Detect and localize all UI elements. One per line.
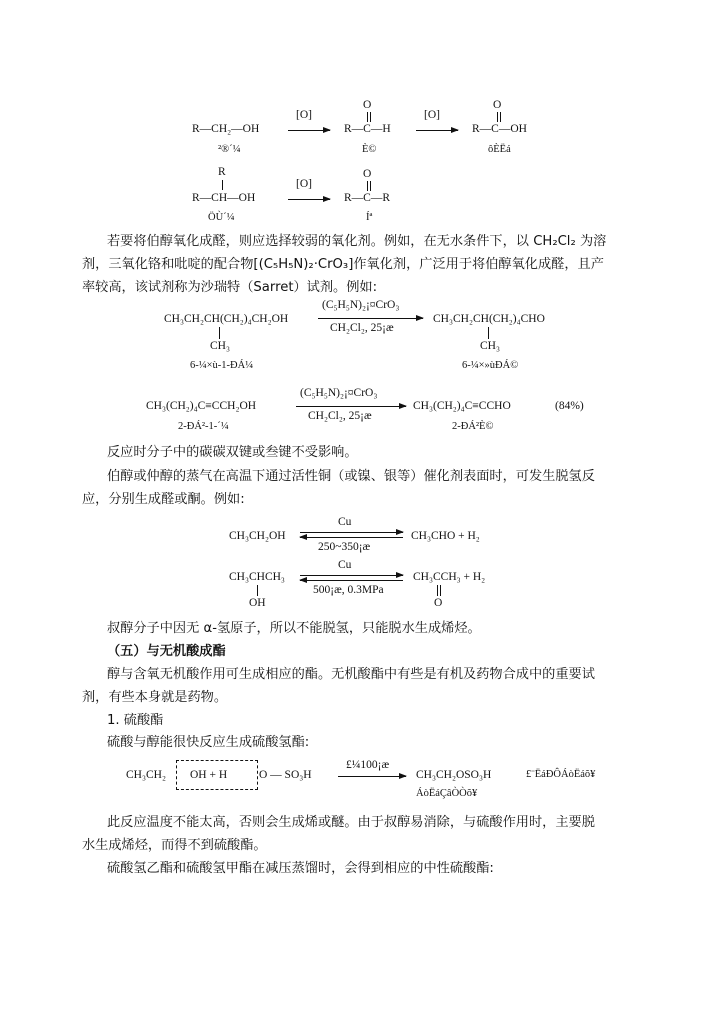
double-bond xyxy=(367,112,371,122)
paragraph-line: 剂，有些本身就是药物。 xyxy=(82,690,228,705)
product-label: ÁòËáÇâÒÒõ¥ xyxy=(416,788,478,799)
bond-line xyxy=(488,327,489,339)
secondary-alcohol-formula: R—CH—OH xyxy=(192,192,256,204)
oxidant-label: [O] xyxy=(424,109,440,121)
paragraph-line: 率较高，该试剂称为沙瑞特（Sarret）试剂。例如: xyxy=(82,280,378,295)
subsection-heading: 1. 硫酸酯 xyxy=(107,713,164,728)
paragraph-line: 若要将伯醇氧化成醛，则应选择较弱的氧化剂。例如，在无水条件下，以 CH₂Cl₂ 为溶 xyxy=(107,234,607,249)
reagent-bottom: CH₂Cl₂, 25¡æ xyxy=(308,410,372,422)
paragraph-line: 水生成烯烃，而得不到硫酸酯。 xyxy=(82,838,267,853)
paragraph-line: 应，分别生成醛或酮。例如: xyxy=(82,492,245,507)
conditions: 250~350¡æ xyxy=(318,541,371,553)
reagent-bottom: CH₂Cl₂, 25¡æ xyxy=(330,322,394,334)
reactant-label: 6-¼×ù-1-ÐÁ¼ xyxy=(190,360,254,371)
hydroxyl: OH xyxy=(249,597,266,609)
catalyst: Cu xyxy=(338,559,352,571)
oxidant-label: [O] xyxy=(296,178,312,190)
reaction-arrow xyxy=(416,130,458,131)
double-bond xyxy=(497,112,501,122)
conditions: 500¡æ, 0.3MPa xyxy=(313,584,384,596)
reactant-formula: CH₃CH₂CH(CH₂)₄CH₂OH xyxy=(164,313,289,325)
product-label: £¨ËáÐÔÁòËáõ¥ xyxy=(526,769,596,780)
double-bond xyxy=(367,181,371,191)
reagent-top: (C₅H₅N)₂¡¤CrO₃ xyxy=(322,299,400,311)
methyl-branch: CH₃ xyxy=(480,340,500,352)
leaving-group: OH + H xyxy=(190,769,228,781)
catalyst: Cu xyxy=(338,516,352,528)
product-formula: CH₃CCH₃ + H₂ xyxy=(413,571,486,583)
paragraph-line: 反应时分子中的碳碳双键或叁键不受影响。 xyxy=(107,445,358,460)
paragraph-line: 此反应温度不能太高，否则会生成烯或醚。由于叔醇易消除，与硫酸作用时，主要脱 xyxy=(107,815,595,830)
paragraph-line: 醇与含氧无机酸作用可生成相应的酯。无机酸酯中有些是有机及药物合成中的重要试 xyxy=(107,667,595,682)
carbonyl-o: O xyxy=(363,99,372,111)
product-formula: CH₃(CH₂)₄C≡CCHO xyxy=(413,400,511,412)
ketone-formula: R—C—R xyxy=(344,192,391,204)
carbonyl-o: O xyxy=(493,99,502,111)
bond-line xyxy=(222,180,223,190)
reaction-arrow xyxy=(318,318,423,319)
reagent-top: (C₅H₅N)₂¡¤CrO₃ xyxy=(300,387,378,399)
methyl-branch: CH₃ xyxy=(210,340,230,352)
reactant-formula: CH₃CHCH₃ xyxy=(229,571,285,583)
reactant-formula: CH₃CH₂OH xyxy=(229,530,286,542)
paragraph-line: 硫酸氢乙酯和硫酸氢甲酯在减压蒸馏时，会得到相应的中性硫酸酯: xyxy=(107,861,494,876)
reactant-label: 2-ÐÁ²-1-´¼ xyxy=(178,421,229,432)
yield: (84%) xyxy=(555,400,584,412)
sulfuric-acid-fragment: O — SO₃H xyxy=(259,769,312,781)
reverse-arrow xyxy=(300,580,403,581)
reaction-arrow xyxy=(288,130,330,131)
product-label: 6-¼×»ùÐÁ© xyxy=(462,360,519,371)
secondary-alcohol-label: ÖÙ´¼ xyxy=(208,212,235,223)
double-bond xyxy=(437,585,441,596)
reactant-formula: CH₃(CH₂)₄C≡CCH₂OH xyxy=(146,400,257,412)
product-label: 2-ÐÁ²È© xyxy=(452,421,494,432)
product-formula: CH₃CH₂CH(CH₂)₄CHO xyxy=(433,313,545,325)
ethyl-fragment: CH₃CH₂ xyxy=(126,769,166,781)
oxidant-label: [O] xyxy=(296,109,312,121)
aldehyde-label: È© xyxy=(362,144,377,155)
acid-label: ôÈËá xyxy=(488,144,511,155)
product-formula: CH₃CH₂OSO₃H xyxy=(416,769,492,781)
product-formula: CH₃CHO + H₂ xyxy=(411,530,480,542)
bond-line xyxy=(219,327,220,339)
section-heading: （五）与无机酸成酯 xyxy=(107,644,226,659)
forward-arrow xyxy=(300,575,403,576)
paragraph-line: 剂，三氧化铬和吡啶的配合物[(C₅H₅N)₂·CrO₃]作氧化剂，广泛用于将伯醇氧化成醛，且产 xyxy=(82,257,604,272)
conditions: £¼100¡æ xyxy=(346,759,390,771)
ketone-label: Íª xyxy=(366,212,373,223)
paragraph-line: 硫酸与醇能很快反应生成硫酸氢酯: xyxy=(107,735,310,750)
acid-formula: R—C—OH xyxy=(472,123,527,135)
bond-line xyxy=(257,585,258,596)
reaction-arrow xyxy=(338,776,406,777)
primary-alcohol-label: ²®´¼ xyxy=(218,144,241,155)
reverse-arrow xyxy=(300,537,403,538)
aldehyde-formula: R—C—H xyxy=(344,123,391,135)
reaction-arrow xyxy=(296,406,406,407)
substituent-r: R xyxy=(218,166,226,178)
paragraph-line: 伯醇或仲醇的蒸气在高温下通过活性铜（或镍、银等）催化剂表面时，可发生脱氢反 xyxy=(107,469,595,484)
forward-arrow xyxy=(300,532,403,533)
paragraph-line: 叔醇分子中因无 α-氢原子，所以不能脱氢，只能脱水生成烯烃。 xyxy=(107,621,481,636)
primary-alcohol-formula: R—CH₂—OH xyxy=(192,123,260,135)
carbonyl-o: O xyxy=(363,168,372,180)
carbonyl-o: O xyxy=(434,597,443,609)
reaction-arrow xyxy=(288,199,330,200)
